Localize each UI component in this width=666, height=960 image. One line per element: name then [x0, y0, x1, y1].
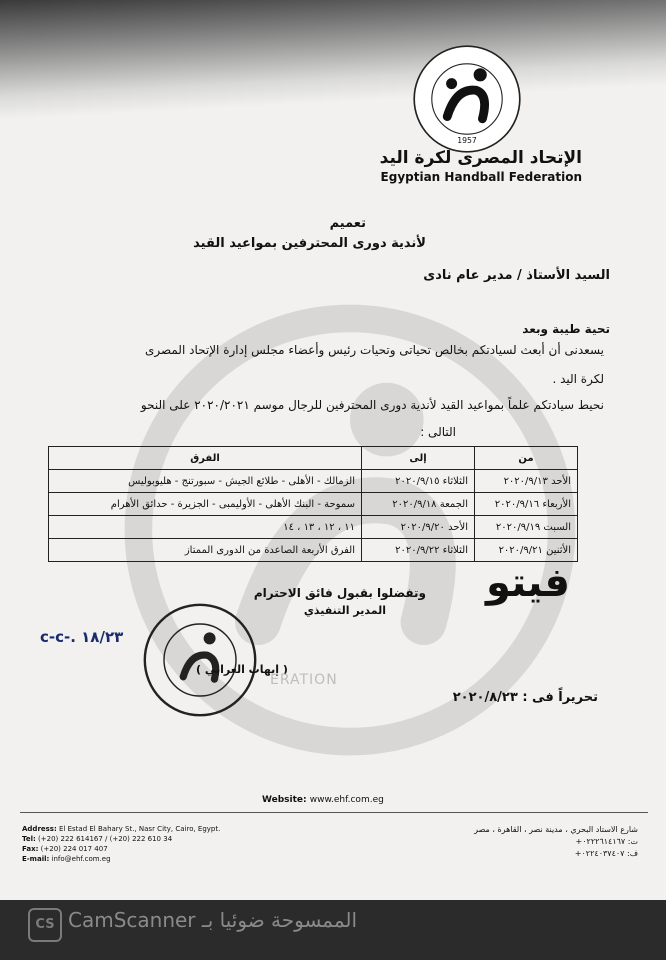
footer-website: Website: www.ehf.com.eg — [262, 795, 384, 805]
cell-to: الثلاثاء ٢٠٢٠/٩/٢٢ — [362, 539, 475, 562]
signer-name: ( إيهاب العرابي ) — [196, 663, 288, 676]
cell-to: الجمعة ٢٠٢٠/٩/١٨ — [362, 493, 475, 516]
camscanner-logo-icon: CS — [28, 908, 62, 942]
cell-from: الأربعاء ٢٠٢٠/٩/١٦ — [475, 493, 578, 516]
letter-addressee: السيد الأستاذ / مدير عام نادى — [423, 268, 610, 283]
table-row — [49, 539, 578, 562]
paragraph-1-line-2: لكرة اليد . — [552, 372, 604, 386]
paragraph-2-line-1: نحيط سيادتكم علماً بمواعيد القيد لأندية دورى المحترفين للرجال موسم ٢٠٢٠/٢٠٢١ على النحو — [140, 398, 604, 412]
handwritten-signature: c-c-. ١٨/٢٣ — [40, 628, 124, 646]
manager-title: المدير التنفيذي — [303, 604, 386, 617]
paragraph-2-line-2: التالى : — [420, 425, 456, 439]
brand-watermark: فيتو — [486, 560, 570, 606]
table-header-row — [49, 447, 578, 470]
federation-logo-icon — [412, 44, 522, 154]
letter-subtitle: لأندية دورى المحترفين بمواعيد القيد — [193, 236, 426, 251]
column-header-teams: الفرق — [49, 447, 362, 470]
cell-teams: ١١ ، ١٢ ، ١٣ ، ١٤ — [49, 516, 362, 539]
official-stamp-icon — [140, 600, 260, 720]
cell-from: الأثنين ٢٠٢٠/٩/٢١ — [475, 539, 578, 562]
footer-contact-arabic: شارع الاستاد البحري ، مدينة نصر ، القاهرة ، مصر ت: ٠٢٢٢٦١٤١٦٧+ ف: ٠٢٢٤٠٣٧٤٠٧+ — [474, 825, 638, 858]
cell-teams: الفرق الأربعة الصاعدة من الدورى الممتاز — [49, 539, 362, 562]
cell-teams: سموحة - البنك الأهلى - الأوليمبى - الجزيرة - حدائق الأهرام — [49, 493, 362, 516]
column-header-from: من — [475, 447, 578, 470]
cell-teams: الزمالك - الأهلى - طلائع الجيش - سبورتنج - هليوبوليس — [49, 470, 362, 493]
letter-title: تعميم — [329, 216, 366, 231]
table-row — [49, 470, 578, 493]
federation-name-english: Egyptian Handball Federation — [380, 170, 582, 184]
camscanner-caption: CamScanner الممسوحة ضوئيا بـ — [68, 908, 358, 932]
registration-schedule-table — [48, 446, 578, 562]
cell-from: السبت ٢٠٢٠/٩/١٩ — [475, 516, 578, 539]
cell-from: الأحد ٢٠٢٠/٩/١٣ — [475, 470, 578, 493]
svg-text:1957: 1957 — [457, 136, 477, 145]
footer-divider — [20, 812, 648, 813]
table-row — [49, 493, 578, 516]
table-row — [49, 516, 578, 539]
letter-date: تحريراً فى : ٢٠٢٠/٨/٢٣ — [452, 690, 598, 705]
scan-shadow — [0, 0, 666, 120]
letter-closing: وتفضلوا بقبول فائق الاحترام — [253, 586, 426, 600]
faint-watermark-text: ERATION — [270, 672, 338, 688]
cell-to: الثلاثاء ٢٠٢٠/٩/١٥ — [362, 470, 475, 493]
paragraph-1-line-1: يسعدنى أن أبعث لسيادتكم بخالص تحياتى وتحيات رئيس وأعضاء مجلس إدارة الإتحاد المصرى — [144, 343, 604, 357]
cell-to: الأحد ٢٠٢٠/٩/٢٠ — [362, 516, 475, 539]
column-header-to: إلى — [362, 447, 475, 470]
footer-contact-english: Address: El Estad El Bahary St., Nasr City, Cairo, Egypt. Tel: (+20) 222 614167 / (+20) 222 610 34 Fax: (+20) 224 017 407 E-mail: info@ehf.com.eg — [22, 825, 221, 863]
letter-greeting: تحية طيبة وبعد — [522, 322, 610, 336]
federation-name-arabic: الإتحاد المصرى لكرة اليد — [379, 148, 582, 168]
